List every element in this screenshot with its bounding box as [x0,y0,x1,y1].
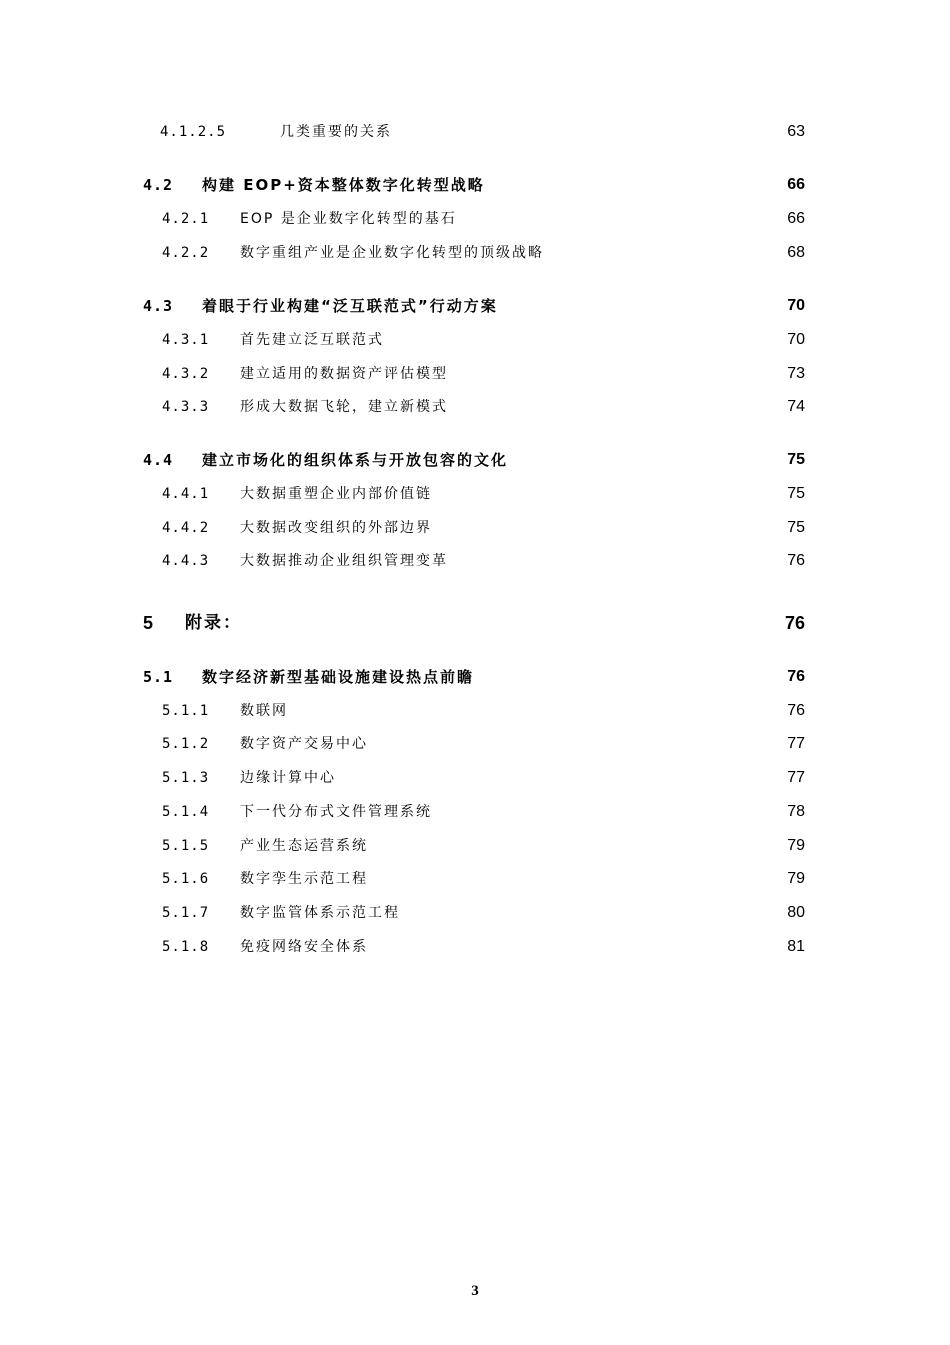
toc-entry[interactable] [0,867,950,891]
entry-page: 68 [787,244,805,261]
entry-number: 4.4.3 [162,553,210,569]
entry-title: 数字经济新型基础设施建设热点前瞻 [202,668,475,686]
entry-number: 4.2.2 [162,245,210,261]
entry-page: 79 [787,837,805,854]
toc-entry[interactable] [0,482,950,506]
entry-number: 4.2 [143,176,174,194]
entry-number: 5.1.4 [162,804,210,820]
toc-entry[interactable] [0,766,950,790]
entry-title: 大数据推动企业组织管理变革 [240,553,448,569]
entry-title: 首先建立泛互联范式 [240,332,384,348]
entry-title: 大数据重塑企业内部价值链 [240,486,432,502]
entry-page: 66 [787,210,805,227]
entry-page: 77 [787,735,805,752]
entry-number: 5.1.5 [162,838,210,854]
entry-number: 4.3.3 [162,399,210,415]
entry-title: 形成大数据飞轮，建立新模式 [240,399,448,415]
toc-entry[interactable] [0,448,950,472]
entry-page: 70 [787,297,805,314]
toc-entry[interactable] [0,516,950,540]
toc-entry[interactable] [0,207,950,231]
toc-entry[interactable] [0,395,950,419]
entry-number: 4.3.2 [162,366,210,382]
toc-entry[interactable] [0,901,950,925]
entry-number: 4.3.1 [162,332,210,348]
entry-number: 5.1.3 [162,770,210,786]
toc-entry[interactable] [0,294,950,318]
toc-entry[interactable] [0,699,950,723]
toc-entry[interactable] [0,611,950,635]
entry-title: 几类重要的关系 [280,124,392,140]
entry-page: 76 [787,552,805,569]
entry-page: 80 [787,904,805,921]
entry-number: 5.1.6 [162,871,210,887]
entry-page: 77 [787,769,805,786]
entry-page: 66 [787,176,805,193]
entry-title: 着眼于行业构建“泛互联范式”行动方案 [202,297,498,315]
entry-page: 78 [787,803,805,820]
entry-title: 数字重组产业是企业数字化转型的顶级战略 [240,245,544,261]
entry-number: 4.1.2.5 [160,124,227,140]
entry-number: 5.1 [143,668,174,686]
entry-page: 73 [787,365,805,382]
entry-title: 大数据改变组织的外部边界 [240,520,432,536]
entry-title: 数字资产交易中心 [240,736,368,752]
entry-number: 5.1.7 [162,905,210,921]
page-number: 3 [471,1283,479,1299]
entry-page: 75 [787,451,805,468]
entry-page: 75 [787,485,805,502]
entry-number: 4.4 [143,451,174,469]
toc-entry[interactable] [0,549,950,573]
entry-title: 免疫网络安全体系 [240,939,368,955]
entry-page: 63 [787,123,805,140]
entry-title: 附录： [185,613,242,633]
toc-entry[interactable] [0,834,950,858]
entry-title: 建立适用的数据资产评估模型 [240,366,448,382]
entry-page: 75 [787,519,805,536]
entry-page: 79 [787,870,805,887]
toc-entry[interactable] [0,241,950,265]
toc-entry[interactable] [0,665,950,689]
entry-title: 数字孪生示范工程 [240,871,368,887]
entry-number: 4.4.1 [162,486,210,502]
entry-title: 数联网 [240,703,288,719]
entry-number: 5.1.1 [162,703,210,719]
entry-title: 边缘计算中心 [240,770,336,786]
entry-page: 81 [787,938,805,955]
toc-entry[interactable] [0,328,950,352]
entry-page: 76 [787,702,805,719]
toc-entry[interactable] [0,732,950,756]
entry-number: 5.1.8 [162,939,210,955]
toc-entry[interactable] [0,800,950,824]
entry-page: 74 [787,398,805,415]
entry-title: EOP 是企业数字化转型的基石 [240,211,457,227]
entry-page: 76 [784,613,805,633]
entry-title: 构建 EOP+资本整体数字化转型战略 [202,176,485,194]
toc-entry[interactable] [0,935,950,959]
entry-number: 5 [143,613,155,633]
entry-title: 产业生态运营系统 [240,838,368,854]
entry-number: 4.3 [143,297,174,315]
entry-title: 数字监管体系示范工程 [240,905,400,921]
entry-number: 5.1.2 [162,736,210,752]
toc-entry[interactable] [0,362,950,386]
toc-entry[interactable] [0,173,950,197]
entry-title: 建立市场化的组织体系与开放包容的文化 [202,451,509,469]
toc-entry[interactable] [0,120,950,144]
entry-number: 4.4.2 [162,520,210,536]
entry-page: 76 [787,668,805,685]
entry-page: 70 [787,331,805,348]
entry-title: 下一代分布式文件管理系统 [240,804,432,820]
entry-number: 4.2.1 [162,211,210,227]
